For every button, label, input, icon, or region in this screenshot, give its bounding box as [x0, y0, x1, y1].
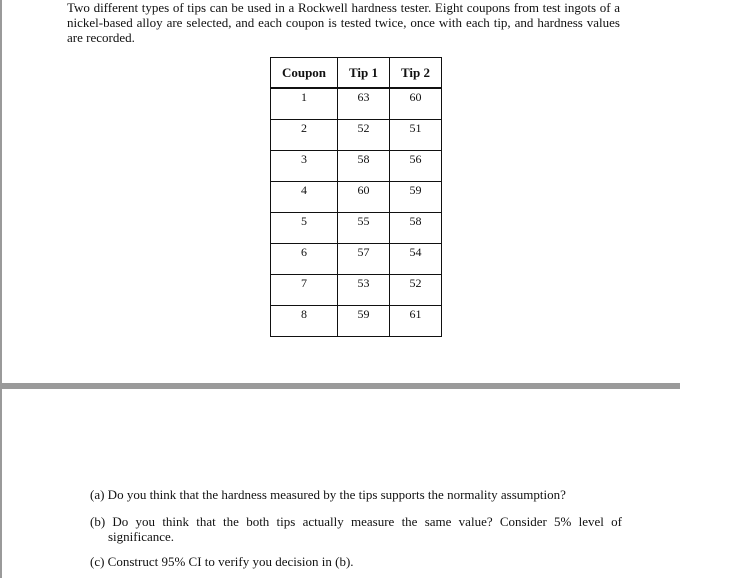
tip1-cell: 55 [338, 213, 390, 244]
tip1-cell: 53 [338, 275, 390, 306]
tip1-cell: 63 [338, 88, 390, 120]
table-row [271, 306, 442, 337]
question-a: (a) Do you think that the hardness measured by the tips supports the normality assumption? [90, 487, 566, 502]
tip2-cell: 61 [390, 306, 442, 337]
question-c: (c) Construct 95% CI to verify you decision in (b). [90, 554, 354, 569]
table-row [271, 120, 442, 151]
tip2-cell: 56 [390, 151, 442, 182]
table-row [271, 151, 442, 182]
table-row [271, 213, 442, 244]
coupon-cell: 6 [271, 244, 338, 275]
tip2-cell: 54 [390, 244, 442, 275]
table-header-row [271, 58, 442, 89]
coupon-cell: 3 [271, 151, 338, 182]
table-row [271, 275, 442, 306]
page-separator [2, 383, 680, 389]
tip2-cell: 52 [390, 275, 442, 306]
question-list [90, 487, 622, 581]
coupon-cell: 1 [271, 88, 338, 120]
question-b: (b) Do you think that the both tips actually measure the same value? Consider 5% level of significance. [90, 514, 622, 544]
tip1-cell: 57 [338, 244, 390, 275]
tip1-cell: 52 [338, 120, 390, 151]
coupon-cell: 5 [271, 213, 338, 244]
table-row [271, 244, 442, 275]
table-row [271, 182, 442, 213]
table-row [271, 88, 442, 120]
header-tip-1: Tip 1 [338, 58, 390, 89]
tip2-cell: 51 [390, 120, 442, 151]
header-coupon: Coupon [271, 58, 338, 89]
tip1-cell: 60 [338, 182, 390, 213]
tip2-cell: 58 [390, 213, 442, 244]
header-tip-2: Tip 2 [390, 58, 442, 89]
tip2-cell: 60 [390, 88, 442, 120]
tip1-cell: 58 [338, 151, 390, 182]
problem-statement: Two different types of tips can be used in a Rockwell hardness tester. Eight coupons from test ingots of a nickel-based alloy are selected, and each coupon is tested twice, once with each tip, and hardness values are recorded. [67, 0, 620, 45]
coupon-cell: 8 [271, 306, 338, 337]
tip1-cell: 59 [338, 306, 390, 337]
coupon-cell: 7 [271, 275, 338, 306]
coupon-cell: 4 [271, 182, 338, 213]
tip2-cell: 59 [390, 182, 442, 213]
hardness-table [270, 57, 442, 337]
coupon-cell: 2 [271, 120, 338, 151]
